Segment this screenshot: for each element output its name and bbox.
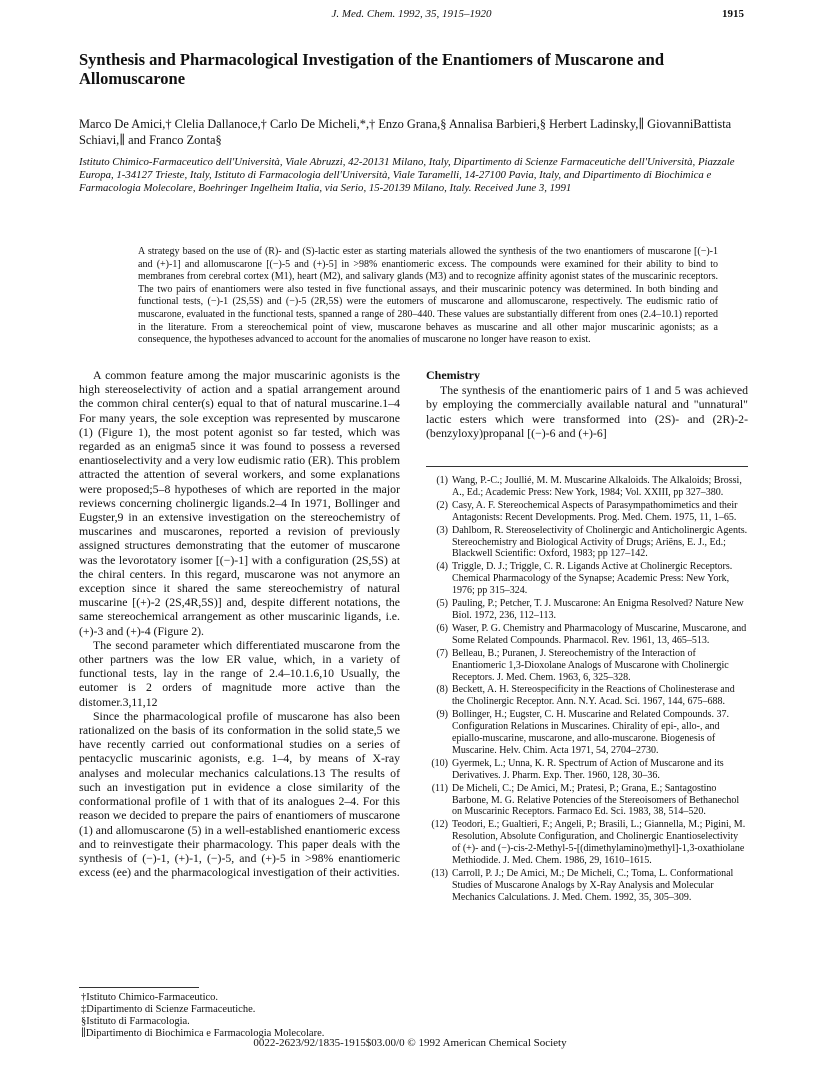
reference-item xyxy=(426,758,748,782)
reference-number: (8) xyxy=(436,684,448,696)
reference-number: (11) xyxy=(431,782,448,794)
reference-item xyxy=(426,868,748,904)
section-heading-chemistry: Chemistry xyxy=(426,368,480,382)
reference-item xyxy=(426,500,748,524)
references-divider xyxy=(426,466,748,467)
reference-text: Teodori, E.; Gualtieri, F.; Angeli, P.; Brasili, L.; Giannella, M.; Pigini, M. Resolution, Absolute Configuration, and Cholinergic Enantioselectivity of (+)- and (−)-cis-2-Methyl-5-[(dimethylamino)methyl]-1,3-oxathiolane Methiodide. J. Med. Chem. 1986, 29, 1610–1615. xyxy=(452,819,746,867)
affiliations: Istituto Chimico-Farmaceutico dell'Università, Viale Abruzzi, 42-20131 Milano, Italy, Dipartimento di Scienze Farmaceutiche dell'Università, Piazzale Europa, 1-34127 Trieste, Italy, Istituto di Farmacologia dell'Università, Viale Taramelli, 14-27100 Pavia, Italy, and Dipartimento di Biochimica e Farmacologia Molecolare, Boehringer Ingelheim Italia, via Serio, 15-20139 Milano, Italy. Received June 3, 1991 xyxy=(79,156,735,194)
reference-item xyxy=(426,709,748,757)
reference-number: (6) xyxy=(436,622,448,634)
reference-number: (3) xyxy=(436,524,448,536)
footnote: §Istituto di Farmacologia. xyxy=(81,1016,190,1027)
reference-text: Casy, A. F. Stereochemical Aspects of Parasympathomimetics and their Antagonists: Recent Developments. Prog. Med. Chem. 1975, 11, 1–65. xyxy=(452,499,738,523)
reference-item xyxy=(426,623,748,647)
body-paragraph: Since the pharmacological profile of muscarone has also been rationalized on the basis of its conformation in the solid state,5 we have recently carried out conformational studies on a series of pentacyclic muscarinic agonists, e.g. 1–4, by means of X-ray analyses and molecular mechanics calculations.13 The results of such an investigation put in evidence a close similarity of the conformational profile of 1 with that of its analogues 2–4. For this reason we decided to prepare the pairs of enantiomers of muscarone (1) and allomuscarone (5) in a well-established enantiomeric excess and to reinvestigate their pharmacology. This paper deals with the synthesis of (−)-1, (+)-1, (−)-5, and (+)-5 in >98% enantiomeric excess (ee) and the pharmacological investigation of their activities. xyxy=(79,708,401,880)
reference-number: (12) xyxy=(431,819,448,831)
footnote: ‡Dipartimento di Scienze Farmaceutiche. xyxy=(81,1004,256,1015)
reference-text: Beckett, A. H. Stereospecificity in the Reactions of Cholinesterase and the Cholinergic Receptor. Ann. N.Y. Acad. Sci. 1967, 144, 675–688. xyxy=(452,684,735,708)
reference-number: (13) xyxy=(431,868,448,879)
reference-text: Triggle, D. J.; Triggle, C. R. Ligands Active at Cholinergic Receptors. Chemical Pharmacology of the Synapse; Academic Press: New York, 1976; pp 315–324. xyxy=(452,561,733,597)
footnote: ∥Dipartimento di Biochimica e Farmacologia Molecolare. xyxy=(81,1028,325,1039)
reference-number: (1) xyxy=(436,475,448,486)
reference-item xyxy=(426,684,748,708)
reference-item xyxy=(426,561,748,597)
running-header xyxy=(79,8,744,24)
reference-list xyxy=(426,475,748,905)
body-right-column xyxy=(426,368,748,440)
reference-text: Bollinger, H.; Eugster, C. H. Muscarine and Related Compounds. 37. Configuration Relations in Muscarines. Chirality of epi-, allo-, and epiallo-muscarine, muscarone, and allo-muscarone. Biogenesis of Muscarine. Helv. Chim. Acta 1971, 54, 2704–2730. xyxy=(452,709,729,756)
reference-item xyxy=(426,819,748,867)
reference-number: (9) xyxy=(436,709,448,721)
body-paragraph: A common feature among the major muscarinic agonists is the high stereoselectivity of action and a spatial arrangement around the common chiral center(s) equal to that of natural muscarine.1–4 For many years, the sole exception was represented by muscarone (1) (Figure 1), the most potent agonist so far tested, which was regarded as an enigma5 since it was found to possess a reversed enantioselectivity and a very low eudismic ratio (ER). This problem attracted the attention of several workers, and some explanations were proposed;5–8 hypotheses of which are reported in the major reviews concerning cholinergic ligands.2–4 In 1971, Bollinger and Eugster,9 in an extensive investigation on the stereochemistry of muscarines and muscarones, reported a revision of previously assigned structures demonstrating that the eutomer of muscarone was the levorotatory isomer [(−)-1] with a configuration (2S,5S) at the chiral centers. In this regard, muscarone was not anymore an exception since it shared the same stereochemistry of natural muscarine [(+)-2 (2S,4R,5S)] and, despite different notations, the same stereochemical arrangement as other muscarinic ligands, i.e. (+)-3 and (+)-4 (Figure 2). xyxy=(79,368,400,638)
reference-number: (5) xyxy=(436,598,448,610)
body-paragraph: The second parameter which differentiated muscarone from the other partners was the low ER value, which, in a variety of functional tests, lay in the range of 2.4–10.1.6,10 Usually, the eutomer is 2 orders of magnitude more active than the distomer.3,11,12 xyxy=(79,637,400,709)
reference-text: Pauling, P.; Petcher, T. J. Muscarone: An Enigma Resolved? Nature New Biol. 1972, 236, 112–113. xyxy=(452,598,744,621)
page-number: 1915 xyxy=(722,8,744,20)
reference-number: (7) xyxy=(436,647,448,659)
footnote-divider xyxy=(79,987,199,988)
reference-item xyxy=(426,648,748,684)
reference-text: Carroll, P. J.; De Amici, M.; De Micheli, C.; Toma, L. Conformational Studies of Muscarone Analogs by X-Ray Analysis and Molecular Mechanics Calculations. J. Med. Chem. 1992, 35, 305–309. xyxy=(452,868,734,903)
journal-citation: J. Med. Chem. 1992, 35, 1915–1920 xyxy=(331,8,492,20)
reference-item xyxy=(426,525,748,561)
reference-item xyxy=(426,598,748,622)
chemistry-paragraph: The synthesis of the enantiomeric pairs of 1 and 5 was achieved by employing the commercially available natural and "unnatural" lactic esters which were transformed into (2S)- and (2R)-2-(benzyloxy)propanal [(−)-6 and (+)-6] xyxy=(426,383,748,440)
article-title: Synthesis and Pharmacological Investigation of the Enantiomers of Muscarone and Allomuscarone xyxy=(79,50,665,88)
footnotes xyxy=(79,992,400,1040)
reference-text: Waser, P. G. Chemistry and Pharmacology of Muscarine, Muscarone, and Some Related Compounds. Pharmacol. Rev. 1961, 13, 465–513. xyxy=(452,622,747,646)
reference-text: Dahlbom, R. Stereoselectivity of Cholinergic and Anticholinergic Agents. Stereochemistry and Biological Activity of Drugs; Ariëns, E. J., Ed.; Blackwell Scientific: Oxford, 1983; pp 127–142. xyxy=(452,524,748,560)
abstract: A strategy based on the use of (R)- and (S)-lactic ester as starting materials allowed the synthesis of the two enantiomers of muscarone [(−)-1 and (+)-1] and allomuscarone [(−)-5 and (+)-5] in >98% enantiomeric excess. The compounds were examined for their ability to bind to membranes from cerebral cortex (M1), heart (M2), and salivary glands (M3) and to recognize affinity agonist states of the muscarinic receptors. The two pairs of enantiomers were also tested in five functional assays, and their muscarinic potency was determined. In both binding and functional tests, (−)-1 (2S,5S) and (−)-5 (2R,5S) were the eutomers of muscarone and allomuscarone, respectively. The eudismic ratio of muscarone, evaluated in the functional tests, spanned a range of 280–440. These values are substantially different from ones (2.4–10.1) reported in the literature. From a stereochemical point of view, muscarone behaves as muscarine and all other major muscarinic agonists; as a consequence, the hypotheses advanced to account for the anomalies of muscarone no longer have reason to exist. xyxy=(138,246,718,346)
reference-text: De Micheli, C.; De Amici, M.; Pratesi, P.; Grana, E.; Santagostino Barbone, M. G. Relative Potencies of the Stereoisomers of Bethanechol on Muscarinic Receptors. Farmaco Ed. Sci. 1983, 38, 514–520. xyxy=(452,782,740,818)
body-left-column xyxy=(79,368,400,879)
reference-text: Belleau, B.; Puranen, J. Stereochemistry of the Interaction of Enantiomeric 1,3-Dioxolane Analogs of Muscarone with Cholinergic Receptors. J. Med. Chem. 1963, 6, 325–328. xyxy=(452,647,729,683)
author-list: Marco De Amici,† Clelia Dallanoce,† Carlo De Micheli,*,† Enzo Grana,§ Annalisa Barbieri,§ Herbert Ladinsky,∥ GiovanniBattista Schiavi,∥ and Franco Zonta§ xyxy=(79,117,732,147)
reference-number: (4) xyxy=(436,561,448,573)
reference-item xyxy=(426,783,748,819)
footnote: †Istituto Chimico-Farmaceutico. xyxy=(81,992,219,1003)
reference-number: (2) xyxy=(436,499,448,511)
reference-item xyxy=(426,475,748,499)
reference-text: Wang, P.-C.; Joullié, M. M. Muscarine Alkaloids. The Alkaloids; Brossi, A., Ed.; Academic Press: New York, 1984; Vol. XXIII, pp 327–380. xyxy=(452,475,742,498)
copyright-footer: 0022-2623/92/1835-1915$03.00/0 © 1992 American Chemical Society xyxy=(253,1037,567,1049)
reference-text: Gyermek, L.; Unna, K. R. Spectrum of Action of Muscarone and its Derivatives. J. Pharm. Exp. Ther. 1960, 128, 30–36. xyxy=(452,757,724,781)
reference-number: (10) xyxy=(431,757,448,769)
